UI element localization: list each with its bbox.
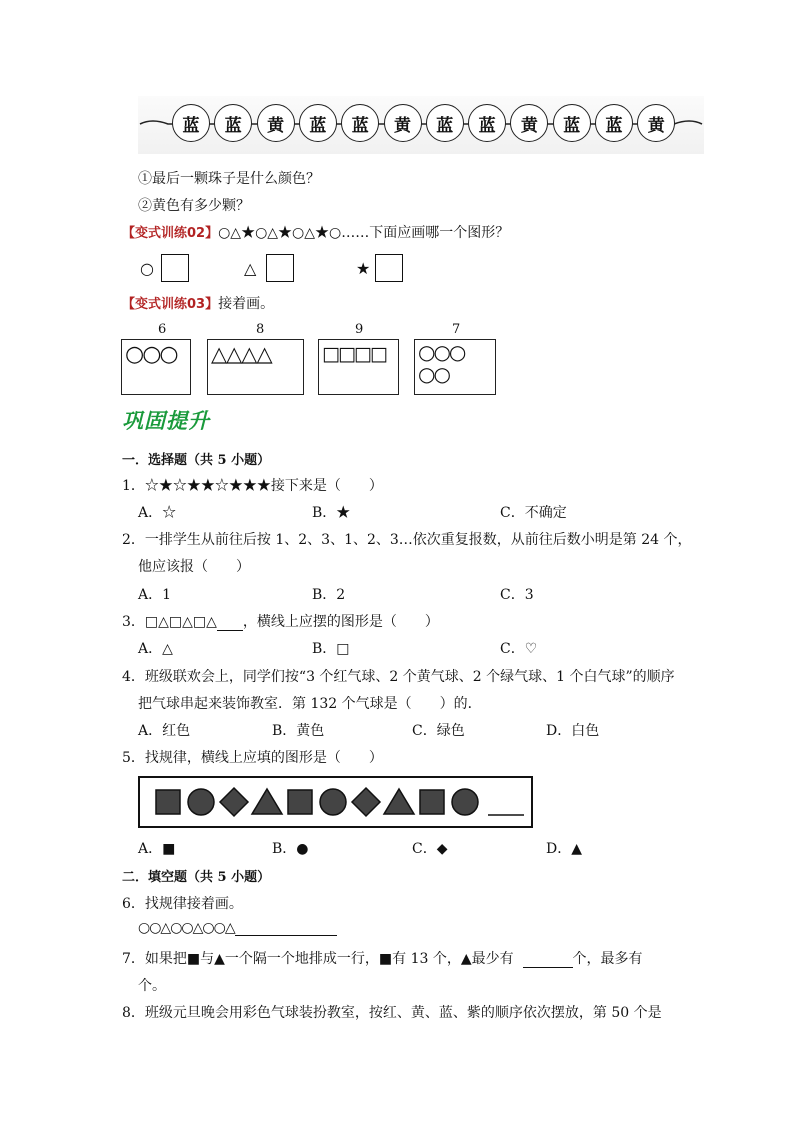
q3-option-b[interactable]: B．□ <box>312 641 350 657</box>
question-last-bead-color: ①最后一颗珠子是什么颜色？ <box>138 171 320 187</box>
q5-shape-circle <box>452 789 478 815</box>
draw-box-3[interactable] <box>318 339 399 395</box>
q1-stem: 1．☆★☆★★☆★★★接下来是（ ） <box>122 478 383 494</box>
bead: 黄 <box>510 104 548 142</box>
q5-shape-triangle <box>384 789 414 814</box>
bead: 蓝 <box>595 104 633 142</box>
bead: 黄 <box>637 104 675 142</box>
q2-stem-line2: 他应该报（ ） <box>138 559 250 575</box>
q4-option-c[interactable]: C．绿色 <box>412 723 465 739</box>
q3-option-a[interactable]: A．△ <box>138 641 173 657</box>
bead: 蓝 <box>468 104 506 142</box>
q6-blank[interactable] <box>235 921 337 936</box>
bead: 蓝 <box>426 104 464 142</box>
part2-heading: 二．填空题（共 5 小题） <box>122 870 271 885</box>
q2-option-a[interactable]: A．1 <box>138 587 172 603</box>
q1-option-c[interactable]: C．不确定 <box>500 505 567 521</box>
q5-option-a[interactable]: A．■ <box>138 841 176 857</box>
bead: 蓝 <box>553 104 591 142</box>
q2-option-b[interactable]: B．2 <box>312 587 346 603</box>
q5-shape-diamond <box>352 788 380 816</box>
q5-option-c[interactable]: C．◆ <box>412 841 448 857</box>
box3-squares: □□□□ <box>322 343 386 365</box>
box1-circles: ○○○ <box>125 342 177 367</box>
q5-shape-circle <box>188 789 214 815</box>
answer-box-2[interactable] <box>266 254 294 282</box>
q5-shape-square <box>288 790 312 814</box>
box4-circles-row1: ○○○ <box>418 340 465 364</box>
q1-option-a[interactable]: A．☆ <box>138 505 177 521</box>
q3-option-c[interactable]: C．♡ <box>500 641 538 657</box>
choice-star-symbol: ★ <box>356 259 371 278</box>
q3-stem-after: ，横线上应摆的图形是（ ） <box>242 614 439 630</box>
q3-stem <box>122 611 439 631</box>
q5-shape-circle <box>320 789 346 815</box>
q4-option-b[interactable]: B．黄色 <box>272 723 325 739</box>
bead: 蓝 <box>299 104 337 142</box>
q5-shape-square <box>156 790 180 814</box>
q5-shape-sequence-box <box>138 776 533 828</box>
q8-stem: 8．班级元旦晚会用彩色气球装扮教室，按红、黄、蓝、紫的顺序依次摆放，第 50 个是 <box>122 1005 662 1021</box>
bead-string-image <box>138 96 704 154</box>
q5-option-b[interactable]: B．● <box>272 841 309 857</box>
q5-option-d[interactable]: D．▲ <box>546 841 582 857</box>
bead: 黄 <box>257 104 295 142</box>
q6-stem: 6．找规律接着画。 <box>122 896 243 912</box>
bead: 蓝 <box>341 104 379 142</box>
q3-stem-before: 3．□△□△□△ <box>122 614 217 630</box>
q7-stem-line2: 个。 <box>138 978 166 994</box>
q4-option-a[interactable]: A．红色 <box>138 723 191 739</box>
q7-stem-mid: 个，最多有 <box>572 951 643 967</box>
box4-circles-row2: ○○ <box>418 362 449 386</box>
choice-triangle-symbol: △ <box>244 259 257 278</box>
bead: 蓝 <box>214 104 252 142</box>
q1-option-b[interactable]: B．★ <box>312 505 351 521</box>
section-title: 巩固提升 <box>122 409 210 433</box>
training02-line <box>122 222 509 242</box>
answer-box-1[interactable] <box>161 254 189 282</box>
part1-heading: 一．选择题（共 5 小题） <box>122 453 271 468</box>
q7-stem-before: 7．如果把■与▲一个隔一个地排成一行，■有 13 个，▲最少有 <box>122 951 514 967</box>
training03-text: 接着画。 <box>218 296 275 312</box>
q5-shape-diamond <box>220 788 248 816</box>
bead: 蓝 <box>172 104 210 142</box>
box2-triangles: △△△△ <box>211 342 272 366</box>
training03-tag: 【变式训练03】 <box>122 297 219 312</box>
draw-box-1[interactable] <box>121 339 191 395</box>
box3-count: 9 <box>355 322 364 337</box>
bead: 黄 <box>384 104 422 142</box>
q5-shape-square <box>420 790 444 814</box>
draw-box-4[interactable] <box>414 339 496 395</box>
q4-stem-line2: 把气球串起来装饰教室．第 132 个气球是（ ）的． <box>138 696 482 712</box>
training02-tag: 【变式训练02】 <box>122 226 219 241</box>
answer-box-3[interactable] <box>375 254 403 282</box>
question-yellow-count: ②黄色有多少颗？ <box>138 198 250 214</box>
q5-stem: 5．找规律，横线上应填的图形是（ ） <box>122 750 383 766</box>
q6-sequence: ○○△○○△○○△ <box>138 920 235 936</box>
q7-stem-line1 <box>122 948 643 968</box>
q7-blank-min[interactable] <box>523 953 573 968</box>
q4-stem-line1: 4．班级联欢会上，同学们按“3 个红气球、2 个黄气球、2 个绿气球、1 个白气球”的顺序 <box>122 669 675 685</box>
box1-count: 6 <box>158 322 167 337</box>
choice-circle-symbol: ○ <box>140 259 154 278</box>
q2-option-c[interactable]: C．3 <box>500 587 534 603</box>
q5-shape-sequence <box>140 778 531 826</box>
training03-line <box>122 293 274 313</box>
training02-text: ○△★○△★○△★○……下面应画哪一个图形？ <box>218 225 510 241</box>
q4-option-d[interactable]: D．白色 <box>546 723 600 739</box>
q5-shape-triangle <box>252 789 282 814</box>
q3-blank[interactable] <box>217 616 243 631</box>
q6-sequence-line <box>138 920 337 936</box>
box4-count: 7 <box>452 322 461 337</box>
box2-count: 8 <box>256 322 265 337</box>
draw-box-2[interactable] <box>207 339 304 395</box>
q2-stem-line1: 2．一排学生从前往后按 1、2、3、1、2、3…依次重复报数，从前往后数小明是第 24 个， <box>122 532 692 548</box>
